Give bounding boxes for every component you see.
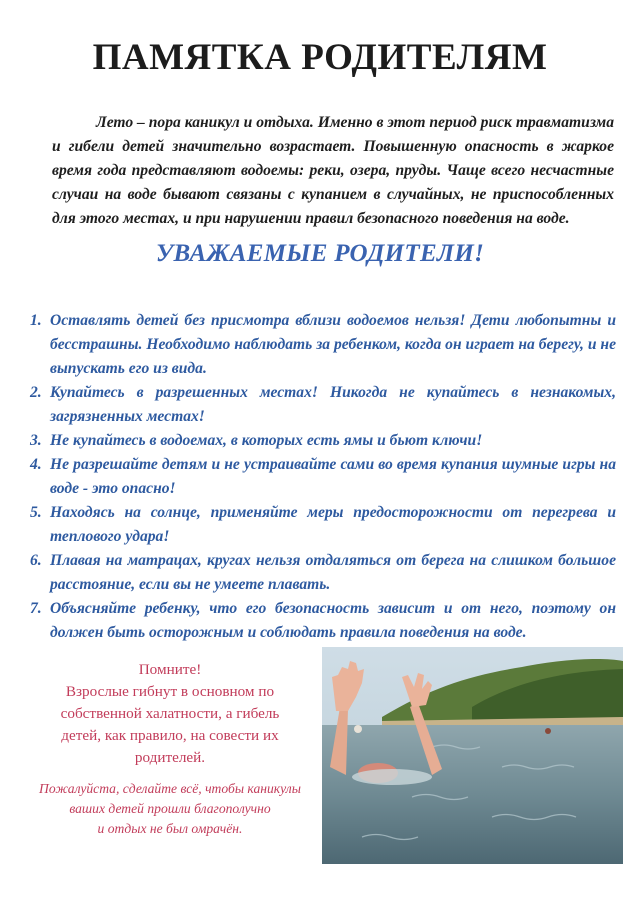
please-line: Пожалуйста, сделайте всё, чтобы каникулы (39, 781, 301, 796)
rule-text: Плавая на матрацах, кругах нельзя отдаляться от берега на слишком большое расстояние, если вы не умеете плавать. (50, 552, 616, 593)
rule-number: 3. (30, 432, 42, 449)
remember-line: Взрослые гибнут в основном по (65, 683, 275, 700)
remember-note (36, 659, 304, 769)
rule-number: 4. (30, 456, 42, 473)
rule-number: 6. (30, 552, 42, 569)
list-item (30, 453, 616, 501)
list-item (30, 549, 616, 597)
list-item (30, 429, 616, 453)
rule-number: 5. (30, 504, 42, 521)
remember-line: родителей. (134, 749, 206, 766)
rules-list (30, 309, 616, 645)
list-item (30, 309, 616, 381)
subtitle: УВАЖАЕМЫЕ РОДИТЕЛИ! (155, 240, 485, 267)
please-line: ваших детей прошли благополучно (69, 801, 271, 816)
page-title: ПАМЯТКА РОДИТЕЛЯМ (92, 37, 548, 78)
rule-text: Оставлять детей без присмотра вблизи водоемов нельзя! Дети любопытны и бесстрашны. Необходимо наблюдать за ребенком, когда он играет на берегу, и не выпускать его из вида. (50, 312, 616, 377)
remember-heading: Помните! (138, 661, 202, 678)
rule-text: Объясняйте ребенку, что его безопасность зависит и от него, поэтому он должен быть осторожным и соблюдать правила поведения на воде. (50, 600, 616, 641)
please-note (30, 779, 310, 839)
remember-line: собственной халатности, а гибель (60, 705, 280, 722)
intro-paragraph: Лето – пора каникул и отдыха. Именно в этот период риск травматизма и гибели детей значительно возрастает. Повышенную опасность в жаркое время года представляют водоемы: реки, озера, пруды. Чаще всего несчастные случаи на воде бывают связаны с купанием в случайных, не приспособленных для этого местах, и при нарушении правил безопасного поведения на воде. (52, 114, 614, 227)
remember-line: детей, как правило, на совести их (61, 727, 279, 744)
rule-text: Находясь на солнце, применяйте меры предосторожности от перегрева и теплового удара! (50, 504, 616, 545)
list-item (30, 381, 616, 429)
photo-illustration (322, 647, 623, 864)
list-item (30, 501, 616, 549)
please-line: и отдых не был омрачён. (97, 821, 243, 836)
rule-text: Купайтесь в разрешенных местах! Никогда не купайтесь в незнакомых, загрязненных местах! (50, 384, 616, 425)
rule-number: 7. (30, 600, 42, 617)
rule-number: 2. (30, 384, 42, 401)
rule-text: Не купайтесь в водоемах, в которых есть ямы и бьют ключи! (50, 432, 483, 449)
rule-text: Не разрешайте детям и не устраивайте сами во время купания шумные игры на воде - это опасно! (50, 456, 616, 497)
list-item (30, 597, 616, 645)
drowning-person-photo (322, 647, 623, 864)
rule-number: 1. (30, 312, 42, 329)
